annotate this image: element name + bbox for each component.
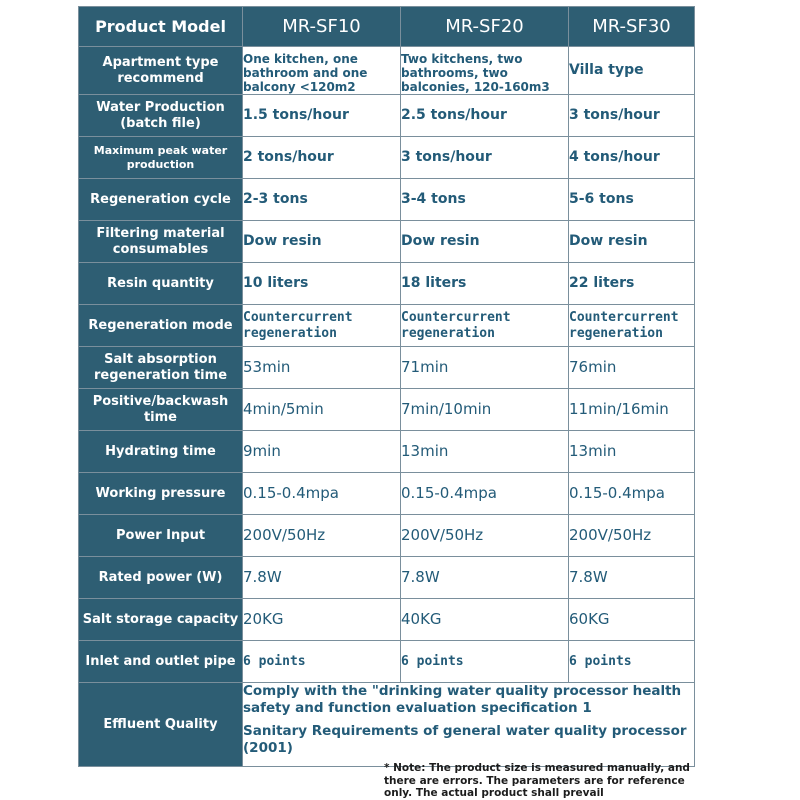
effluent-text	[243, 683, 695, 767]
cell-value: 200V/50Hz	[569, 515, 695, 557]
table-row	[79, 641, 695, 683]
cell-value: 9min	[243, 431, 401, 473]
cell-value: 18 liters	[401, 263, 569, 305]
row-label: Salt storage capacity	[79, 599, 243, 641]
table-row	[79, 305, 695, 347]
cell-value: Villa type	[569, 47, 695, 95]
table-row	[79, 473, 695, 515]
table-row	[79, 95, 695, 137]
row-label: Rated power (W)	[79, 557, 243, 599]
table-row	[79, 515, 695, 557]
cell-value: Dow resin	[243, 221, 401, 263]
cell-value: 3-4 tons	[401, 179, 569, 221]
table-row	[79, 47, 695, 95]
cell-value: 71min	[401, 347, 569, 389]
table-row	[79, 347, 695, 389]
cell-value: 76min	[569, 347, 695, 389]
cell-value: 1.5 tons/hour	[243, 95, 401, 137]
row-label: Regeneration cycle	[79, 179, 243, 221]
cell-value: Dow resin	[569, 221, 695, 263]
cell-value: 22 liters	[569, 263, 695, 305]
table-row	[79, 389, 695, 431]
cell-value: 13min	[569, 431, 695, 473]
effluent-row	[79, 683, 695, 767]
cell-value: 2 tons/hour	[243, 137, 401, 179]
cell-value: 0.15-0.4mpa	[569, 473, 695, 515]
cell-value: 40KG	[401, 599, 569, 641]
row-label: Working pressure	[79, 473, 243, 515]
table-row	[79, 431, 695, 473]
row-label: Regeneration mode	[79, 305, 243, 347]
cell-value: 200V/50Hz	[243, 515, 401, 557]
row-label: Salt absorption regeneration time	[79, 347, 243, 389]
cell-value: Countercurrent regeneration	[401, 305, 569, 347]
table-row	[79, 137, 695, 179]
cell-value: 2.5 tons/hour	[401, 95, 569, 137]
header-row	[79, 7, 695, 47]
cell-value: 6 points	[401, 641, 569, 683]
cell-value: 7.8W	[401, 557, 569, 599]
footnote: * Note: The product size is measured manually, and there are errors. The parameters are for reference only. The actual product shall prevail	[384, 762, 690, 799]
cell-value: 0.15-0.4mpa	[243, 473, 401, 515]
row-label: Resin quantity	[79, 263, 243, 305]
cell-value: 7.8W	[569, 557, 695, 599]
cell-value: Countercurrent regeneration	[243, 305, 401, 347]
spec-table	[78, 6, 695, 767]
cell-value: Countercurrent regeneration	[569, 305, 695, 347]
table-row	[79, 599, 695, 641]
cell-value: One kitchen, one bathroom and one balcony <120m2	[243, 47, 401, 95]
row-label: Filtering material consumables	[79, 221, 243, 263]
row-label: Positive/backwash time	[79, 389, 243, 431]
cell-value: 4min/5min	[243, 389, 401, 431]
row-label: Apartment type recommend	[79, 47, 243, 95]
row-label: Inlet and outlet pipe	[79, 641, 243, 683]
effluent-label: Effluent Quality	[79, 683, 243, 767]
row-label: Water Production (batch file)	[79, 95, 243, 137]
table-row	[79, 221, 695, 263]
cell-value: 200V/50Hz	[401, 515, 569, 557]
cell-value: Dow resin	[401, 221, 569, 263]
model-sf10: MR-SF10	[243, 7, 401, 47]
row-label: Maximum peak water production	[79, 137, 243, 179]
cell-value: 7min/10min	[401, 389, 569, 431]
cell-value: 3 tons/hour	[569, 95, 695, 137]
cell-value: 7.8W	[243, 557, 401, 599]
row-label: Hydrating time	[79, 431, 243, 473]
cell-value: 60KG	[569, 599, 695, 641]
effluent-line-1: Comply with the "drinking water quality processor health safety and function evaluation specification 1	[243, 683, 682, 716]
model-sf30: MR-SF30	[569, 7, 695, 47]
cell-value: 11min/16min	[569, 389, 695, 431]
cell-value: 53min	[243, 347, 401, 389]
cell-value: 5-6 tons	[569, 179, 695, 221]
cell-value: 20KG	[243, 599, 401, 641]
cell-value: 6 points	[569, 641, 695, 683]
cell-value: 13min	[401, 431, 569, 473]
cell-value: Two kitchens, two bathrooms, two balconies, 120-160m3	[401, 47, 569, 95]
cell-value: 4 tons/hour	[569, 137, 695, 179]
cell-value: 6 points	[243, 641, 401, 683]
row-label: Power Input	[79, 515, 243, 557]
cell-value: 2-3 tons	[243, 179, 401, 221]
model-sf20: MR-SF20	[401, 7, 569, 47]
table-row	[79, 557, 695, 599]
effluent-line-2: Sanitary Requirements of general water quality processor (2001)	[243, 723, 687, 756]
cell-value: 0.15-0.4mpa	[401, 473, 569, 515]
product-model-label: Product Model	[79, 7, 243, 47]
cell-value: 3 tons/hour	[401, 137, 569, 179]
table-row	[79, 179, 695, 221]
table-row	[79, 263, 695, 305]
cell-value: 10 liters	[243, 263, 401, 305]
